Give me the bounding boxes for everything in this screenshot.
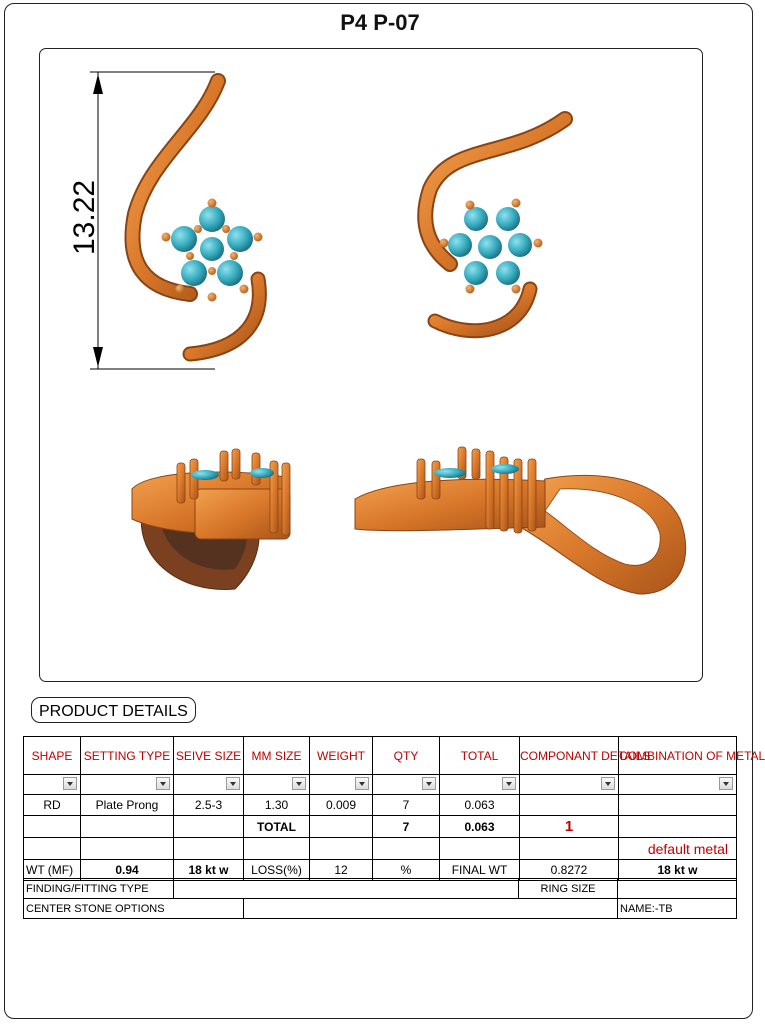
filter-dropdown-icon[interactable]	[63, 777, 77, 790]
cell-weight: 0.009	[310, 795, 373, 816]
filter-cell	[520, 775, 619, 795]
header-component-details: COMPONANT DETAILS	[520, 737, 619, 775]
total-row	[24, 816, 737, 838]
filter-dropdown-icon[interactable]	[292, 777, 306, 790]
angled-view	[425, 119, 565, 331]
center-stone-label: CENTER STONE OPTIONS	[24, 899, 244, 919]
final-wt-value: 0.8272	[520, 860, 619, 881]
header-shape: SHAPE	[24, 737, 81, 775]
filter-row	[24, 775, 737, 795]
side-view-left	[132, 449, 290, 589]
jewelry-drawing	[40, 49, 704, 683]
metal-row	[24, 838, 737, 860]
ring-size-value	[618, 879, 737, 899]
total-qty: 7	[373, 816, 440, 838]
loss-label: LOSS(%)	[244, 860, 310, 881]
filter-dropdown-icon[interactable]	[601, 777, 615, 790]
bottom-details-table	[23, 878, 737, 919]
header-seive-size: SEIVE SIZE	[174, 737, 244, 775]
header-weight: WEIGHT	[310, 737, 373, 775]
cell-qty: 7	[373, 795, 440, 816]
total-label: TOTAL	[244, 816, 310, 838]
front-view	[132, 81, 262, 354]
wt-kt: 18 kt w	[174, 860, 244, 881]
finding-value	[174, 879, 519, 899]
ring-size-label: RING SIZE	[519, 879, 618, 899]
filter-cell	[24, 775, 81, 795]
dimension-label: 13.22	[68, 179, 101, 255]
side-view-right	[355, 447, 686, 594]
default-metal: default metal	[619, 838, 737, 860]
table-row	[24, 795, 737, 816]
header-total: TOTAL	[440, 737, 520, 775]
cell-component	[520, 795, 619, 816]
header-row	[24, 737, 737, 775]
drawing-frame	[39, 48, 703, 682]
filter-cell	[373, 775, 440, 795]
cell-seive-size: 2.5-3	[174, 795, 244, 816]
header-combination-of-metal: COMBINATION OF METAL	[619, 737, 737, 775]
header-qty: QTY	[373, 737, 440, 775]
name-label: NAME:-TB	[618, 899, 737, 919]
filter-active-icon[interactable]	[422, 777, 436, 790]
center-stone-row	[24, 899, 737, 919]
loss-percent: %	[373, 860, 440, 881]
cell-setting-type: Plate Prong	[81, 795, 174, 816]
filter-active-icon[interactable]	[502, 777, 516, 790]
final-kt: 18 kt w	[619, 860, 737, 881]
center-stone-value	[244, 899, 618, 919]
filter-cell	[619, 775, 737, 795]
page-title: P4 P-07	[340, 10, 420, 35]
filter-cell	[310, 775, 373, 795]
filter-dropdown-icon[interactable]	[156, 777, 170, 790]
wt-label: WT (MF)	[24, 860, 81, 881]
filter-dropdown-icon[interactable]	[719, 777, 733, 790]
cell-total: 0.063	[440, 795, 520, 816]
filter-cell	[174, 775, 244, 795]
filter-dropdown-icon[interactable]	[355, 777, 369, 790]
product-details-table	[23, 736, 765, 881]
header-setting-type: SETTING TYPE	[81, 737, 174, 775]
cell-mm-size: 1.30	[244, 795, 310, 816]
filter-dropdown-icon[interactable]	[226, 777, 240, 790]
total-weight: 0.063	[440, 816, 520, 838]
header-mm-size: MM SIZE	[244, 737, 310, 775]
finding-label: FINDING/FITTING TYPE	[24, 879, 174, 899]
loss-value: 12	[310, 860, 373, 881]
wt-value: 0.94	[81, 860, 174, 881]
finding-row	[24, 879, 737, 899]
product-details-label: PRODUCT DETAILS	[31, 697, 196, 723]
component-count: 1	[520, 816, 619, 838]
filter-cell	[81, 775, 174, 795]
cell-shape: RD	[24, 795, 81, 816]
filter-cell	[244, 775, 310, 795]
cell-metal	[619, 795, 737, 816]
filter-cell	[440, 775, 520, 795]
final-wt-label: FINAL WT	[440, 860, 520, 881]
